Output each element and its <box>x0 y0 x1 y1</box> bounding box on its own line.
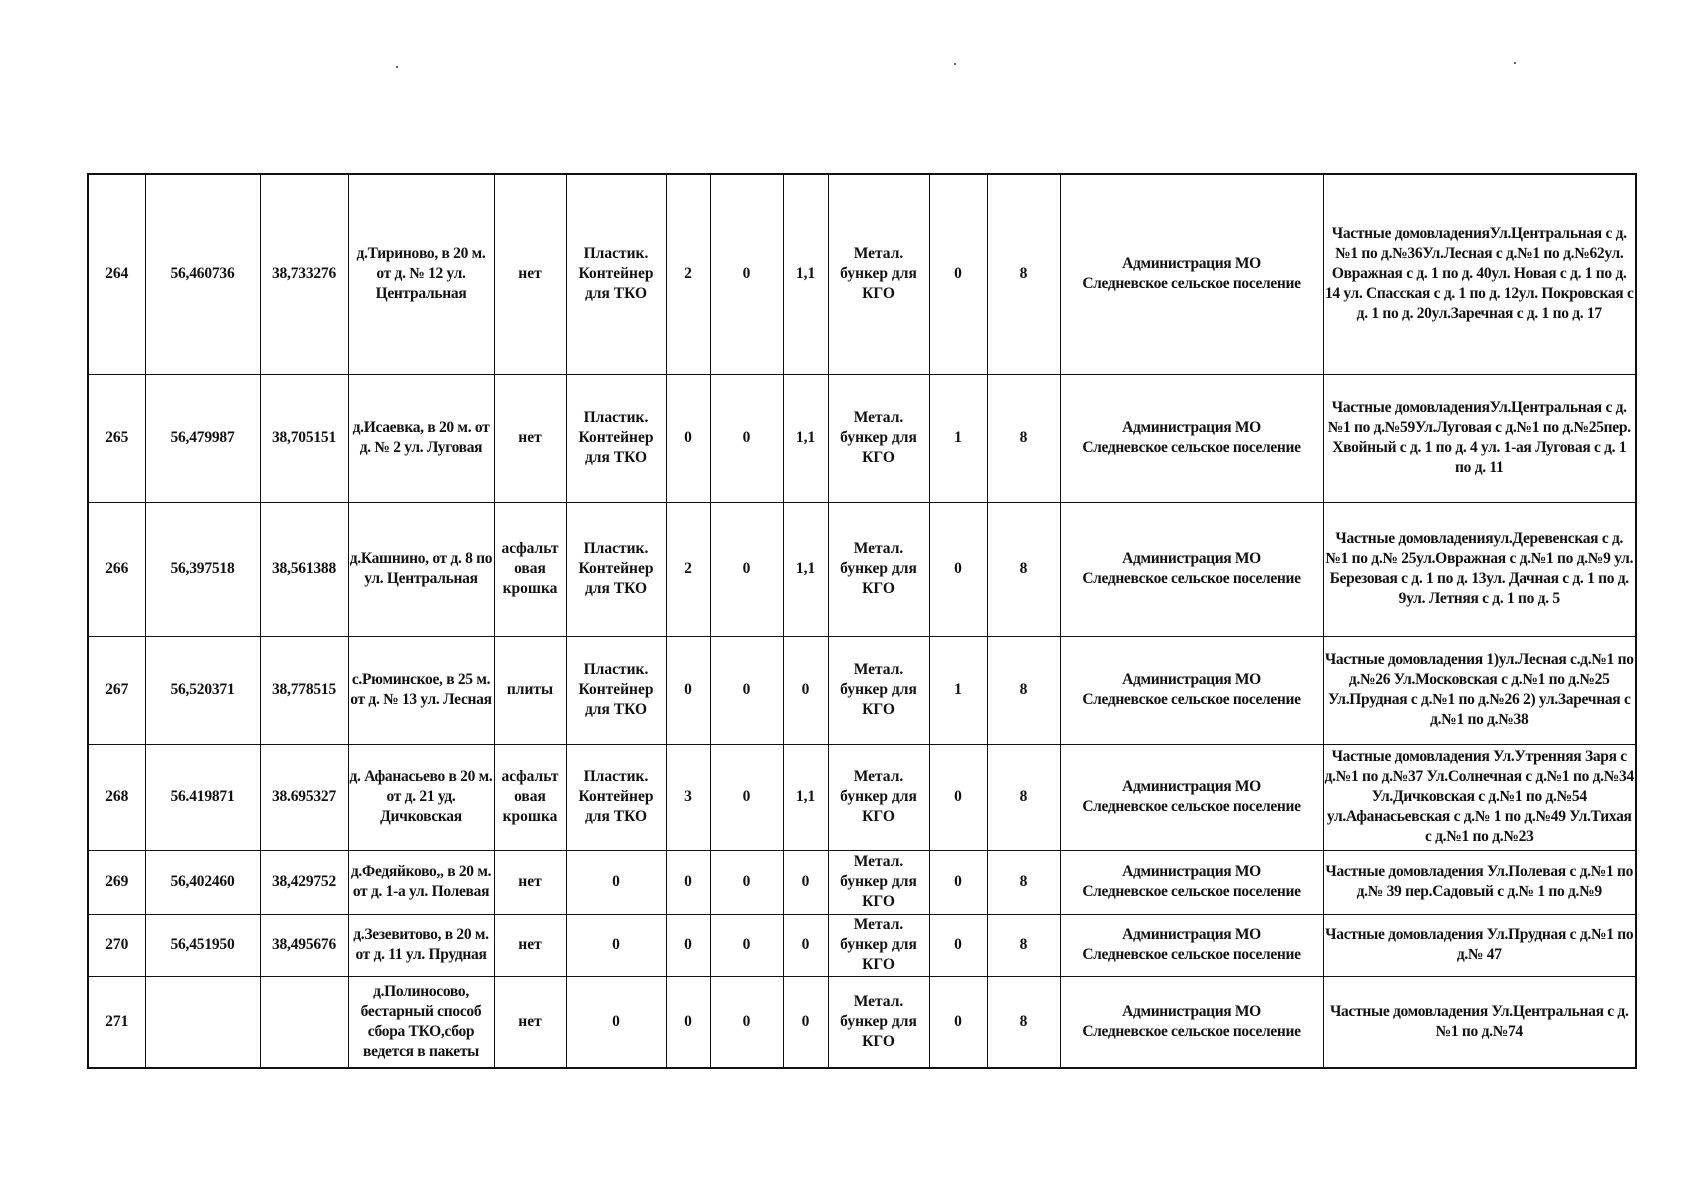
longitude-cell: 38,705151 <box>260 374 348 502</box>
container-count-cell: 2 <box>666 174 710 374</box>
container-count-cell: 0 <box>666 374 710 502</box>
site-number-cell: 266 <box>88 502 145 636</box>
surface-type-cell: нет <box>494 374 566 502</box>
longitude-cell: 38.695327 <box>260 744 348 850</box>
planned-container-count-cell: 0 <box>710 502 783 636</box>
latitude-cell: 56,451950 <box>145 914 260 976</box>
table-row <box>88 174 1636 374</box>
planned-container-count-cell: 0 <box>710 636 783 744</box>
served-sources-cell: Частные домовладения 1)ул.Лесная с.д.№1 по д.№26 Ул.Московская с д.№1 по д.№25 Ул.Прудная с д.№1 по д.№26 2) ул.Заречная с д.№1 по д.№38 <box>1323 636 1636 744</box>
container-volume-cell: 1,1 <box>783 374 828 502</box>
site-address-cell: д. Афанасьево в 20 м. от д. 21 уд. Дичковская <box>348 744 494 850</box>
site-owner-cell: Администрация МО Следневское сельское поселение <box>1060 744 1323 850</box>
latitude-cell: 56.419871 <box>145 744 260 850</box>
scan-speck <box>954 63 956 65</box>
bunker-type-cell: Метал. бункер для КГО <box>828 174 929 374</box>
surface-type-cell: нет <box>494 914 566 976</box>
site-address-cell: д.Зезевитово, в 20 м. от д. 11 ул. Прудная <box>348 914 494 976</box>
container-count-cell: 0 <box>666 850 710 914</box>
container-volume-cell: 1,1 <box>783 744 828 850</box>
served-sources-cell: Частные домовладения Ул.Утренняя Заря с д.№1 по д.№37 Ул.Солнечная с д.№1 по д.№34 Ул.Дичковская с д.№1 по д.№54 ул.Афанасьевская с д.№ 1 по д.№49 Ул.Тихая с д.№1 по д.№23 <box>1323 744 1636 850</box>
bunker-count-cell: 0 <box>929 914 987 976</box>
longitude-cell: 38,778515 <box>260 636 348 744</box>
waste-sites-table <box>87 173 1637 1069</box>
planned-container-count-cell: 0 <box>710 976 783 1068</box>
bunker-count-cell: 1 <box>929 636 987 744</box>
site-number-cell: 265 <box>88 374 145 502</box>
latitude-cell <box>145 976 260 1068</box>
site-number-cell: 270 <box>88 914 145 976</box>
site-owner-cell: Администрация МО Следневское сельское поселение <box>1060 374 1323 502</box>
latitude-cell: 56,479987 <box>145 374 260 502</box>
planned-container-count-cell: 0 <box>710 850 783 914</box>
table-row <box>88 850 1636 914</box>
site-owner-cell: Администрация МО Следневское сельское поселение <box>1060 976 1323 1068</box>
table-row <box>88 976 1636 1068</box>
container-count-cell: 2 <box>666 502 710 636</box>
planned-container-count-cell: 0 <box>710 174 783 374</box>
served-sources-cell: Частные домовладения Ул.Прудная с д.№1 по д.№ 47 <box>1323 914 1636 976</box>
planned-container-count-cell: 0 <box>710 914 783 976</box>
container-type-cell: Пластик. Контейнер для ТКО <box>566 174 666 374</box>
served-sources-cell: Частные домовладенияУл.Центральная с д.№1 по д.№59Ул.Луговая с д.№1 по д.№25пер. Хвойный с д. 1 по д. 4 ул. 1-ая Луговая с д. 1 по д. 11 <box>1323 374 1636 502</box>
site-owner-cell: Администрация МО Следневское сельское поселение <box>1060 174 1323 374</box>
surface-type-cell: нет <box>494 976 566 1068</box>
latitude-cell: 56,520371 <box>145 636 260 744</box>
container-type-cell: Пластик. Контейнер для ТКО <box>566 744 666 850</box>
container-volume-cell: 0 <box>783 976 828 1068</box>
longitude-cell: 38,561388 <box>260 502 348 636</box>
scan-speck <box>396 66 398 68</box>
bunker-type-cell: Метал. бункер для КГО <box>828 914 929 976</box>
container-type-cell: 0 <box>566 914 666 976</box>
table-row <box>88 502 1636 636</box>
container-type-cell: 0 <box>566 976 666 1068</box>
latitude-cell: 56,460736 <box>145 174 260 374</box>
bunker-type-cell: Метал. бункер для КГО <box>828 374 929 502</box>
served-sources-cell: Частные домовладенияУл.Центральная с д.№1 по д.№36Ул.Лесная с д.№1 по д.№62ул. Овражная с д. 1 по д. 40ул. Новая с д. 1 по д. 14 ул. Спасская с д. 1 по д. 12ул. Покровская с д. 1 по д. 20ул.Заречная с д. 1 по д. 17 <box>1323 174 1636 374</box>
table-row <box>88 636 1636 744</box>
served-sources-cell: Частные домовладения Ул.Центральная с д.№1 по д.№74 <box>1323 976 1636 1068</box>
site-address-cell: д.Федяйково,, в 20 м. от д. 1-а ул. Полевая <box>348 850 494 914</box>
site-owner-cell: Администрация МО Следневское сельское поселение <box>1060 502 1323 636</box>
container-volume-cell: 0 <box>783 850 828 914</box>
site-address-cell: д.Исаевка, в 20 м. от д. № 2 ул. Луговая <box>348 374 494 502</box>
site-number-cell: 268 <box>88 744 145 850</box>
bunker-type-cell: Метал. бункер для КГО <box>828 502 929 636</box>
site-address-cell: д.Тиринoво, в 20 м. от д. № 12 ул. Центральная <box>348 174 494 374</box>
bunker-count-cell: 0 <box>929 850 987 914</box>
container-count-cell: 0 <box>666 976 710 1068</box>
site-owner-cell: Администрация МО Следневское сельское поселение <box>1060 914 1323 976</box>
longitude-cell: 38,733276 <box>260 174 348 374</box>
bunker-count-cell: 0 <box>929 744 987 850</box>
latitude-cell: 56,402460 <box>145 850 260 914</box>
longitude-cell: 38,495676 <box>260 914 348 976</box>
site-number-cell: 267 <box>88 636 145 744</box>
site-owner-cell: Администрация МО Следневское сельское поселение <box>1060 850 1323 914</box>
planned-container-count-cell: 0 <box>710 744 783 850</box>
surface-type-cell: асфальт овая крошка <box>494 502 566 636</box>
surface-type-cell: плиты <box>494 636 566 744</box>
container-type-cell: Пластик. Контейнер для ТКО <box>566 636 666 744</box>
bunker-count-cell: 0 <box>929 502 987 636</box>
container-count-cell: 0 <box>666 636 710 744</box>
container-volume-cell: 1,1 <box>783 174 828 374</box>
bunker-volume-cell: 8 <box>987 502 1060 636</box>
bunker-volume-cell: 8 <box>987 850 1060 914</box>
table-row <box>88 744 1636 850</box>
container-type-cell: Пластик. Контейнер для ТКО <box>566 502 666 636</box>
site-owner-cell: Администрация МО Следневское сельское поселение <box>1060 636 1323 744</box>
scan-speck <box>1514 62 1516 64</box>
bunker-count-cell: 0 <box>929 976 987 1068</box>
container-volume-cell: 0 <box>783 636 828 744</box>
bunker-volume-cell: 8 <box>987 174 1060 374</box>
bunker-volume-cell: 8 <box>987 976 1060 1068</box>
container-count-cell: 3 <box>666 744 710 850</box>
bunker-volume-cell: 8 <box>987 374 1060 502</box>
bunker-count-cell: 1 <box>929 374 987 502</box>
served-sources-cell: Частные домовладения Ул.Полевая с д.№1 по д.№ 39 пер.Садовый с д.№ 1 по д.№9 <box>1323 850 1636 914</box>
table-row <box>88 374 1636 502</box>
longitude-cell <box>260 976 348 1068</box>
table-row <box>88 914 1636 976</box>
site-address-cell: д.Полинoсово, бестарный способ сбора ТКО,сбор ведется в пакеты <box>348 976 494 1068</box>
bunker-count-cell: 0 <box>929 174 987 374</box>
surface-type-cell: нет <box>494 850 566 914</box>
site-address-cell: д.Кашнино, от д. 8 по ул. Центральная <box>348 502 494 636</box>
site-number-cell: 264 <box>88 174 145 374</box>
container-volume-cell: 0 <box>783 914 828 976</box>
container-type-cell: Пластик. Контейнер для ТКО <box>566 374 666 502</box>
planned-container-count-cell: 0 <box>710 374 783 502</box>
site-number-cell: 271 <box>88 976 145 1068</box>
bunker-type-cell: Метал. бункер для КГО <box>828 636 929 744</box>
bunker-type-cell: Метал. бункер для КГО <box>828 976 929 1068</box>
container-type-cell: 0 <box>566 850 666 914</box>
container-volume-cell: 1,1 <box>783 502 828 636</box>
site-number-cell: 269 <box>88 850 145 914</box>
site-address-cell: с.Рюминское, в 25 м. от д. № 13 ул. Лесная <box>348 636 494 744</box>
bunker-volume-cell: 8 <box>987 744 1060 850</box>
bunker-volume-cell: 8 <box>987 636 1060 744</box>
surface-type-cell: асфальт овая крошка <box>494 744 566 850</box>
container-count-cell: 0 <box>666 914 710 976</box>
bunker-type-cell: Метал. бункер для КГО <box>828 744 929 850</box>
surface-type-cell: нет <box>494 174 566 374</box>
latitude-cell: 56,397518 <box>145 502 260 636</box>
bunker-type-cell: Метал. бункер для КГО <box>828 850 929 914</box>
longitude-cell: 38,429752 <box>260 850 348 914</box>
served-sources-cell: Частные домовладенияул.Деревенская с д.№1 по д.№ 25ул.Овражная с д.№1 по д.№9 ул. Березовая с д. 1 по д. 13ул. Дачная с д. 1 по д. 9ул. Летняя с д. 1 по д. 5 <box>1323 502 1636 636</box>
bunker-volume-cell: 8 <box>987 914 1060 976</box>
